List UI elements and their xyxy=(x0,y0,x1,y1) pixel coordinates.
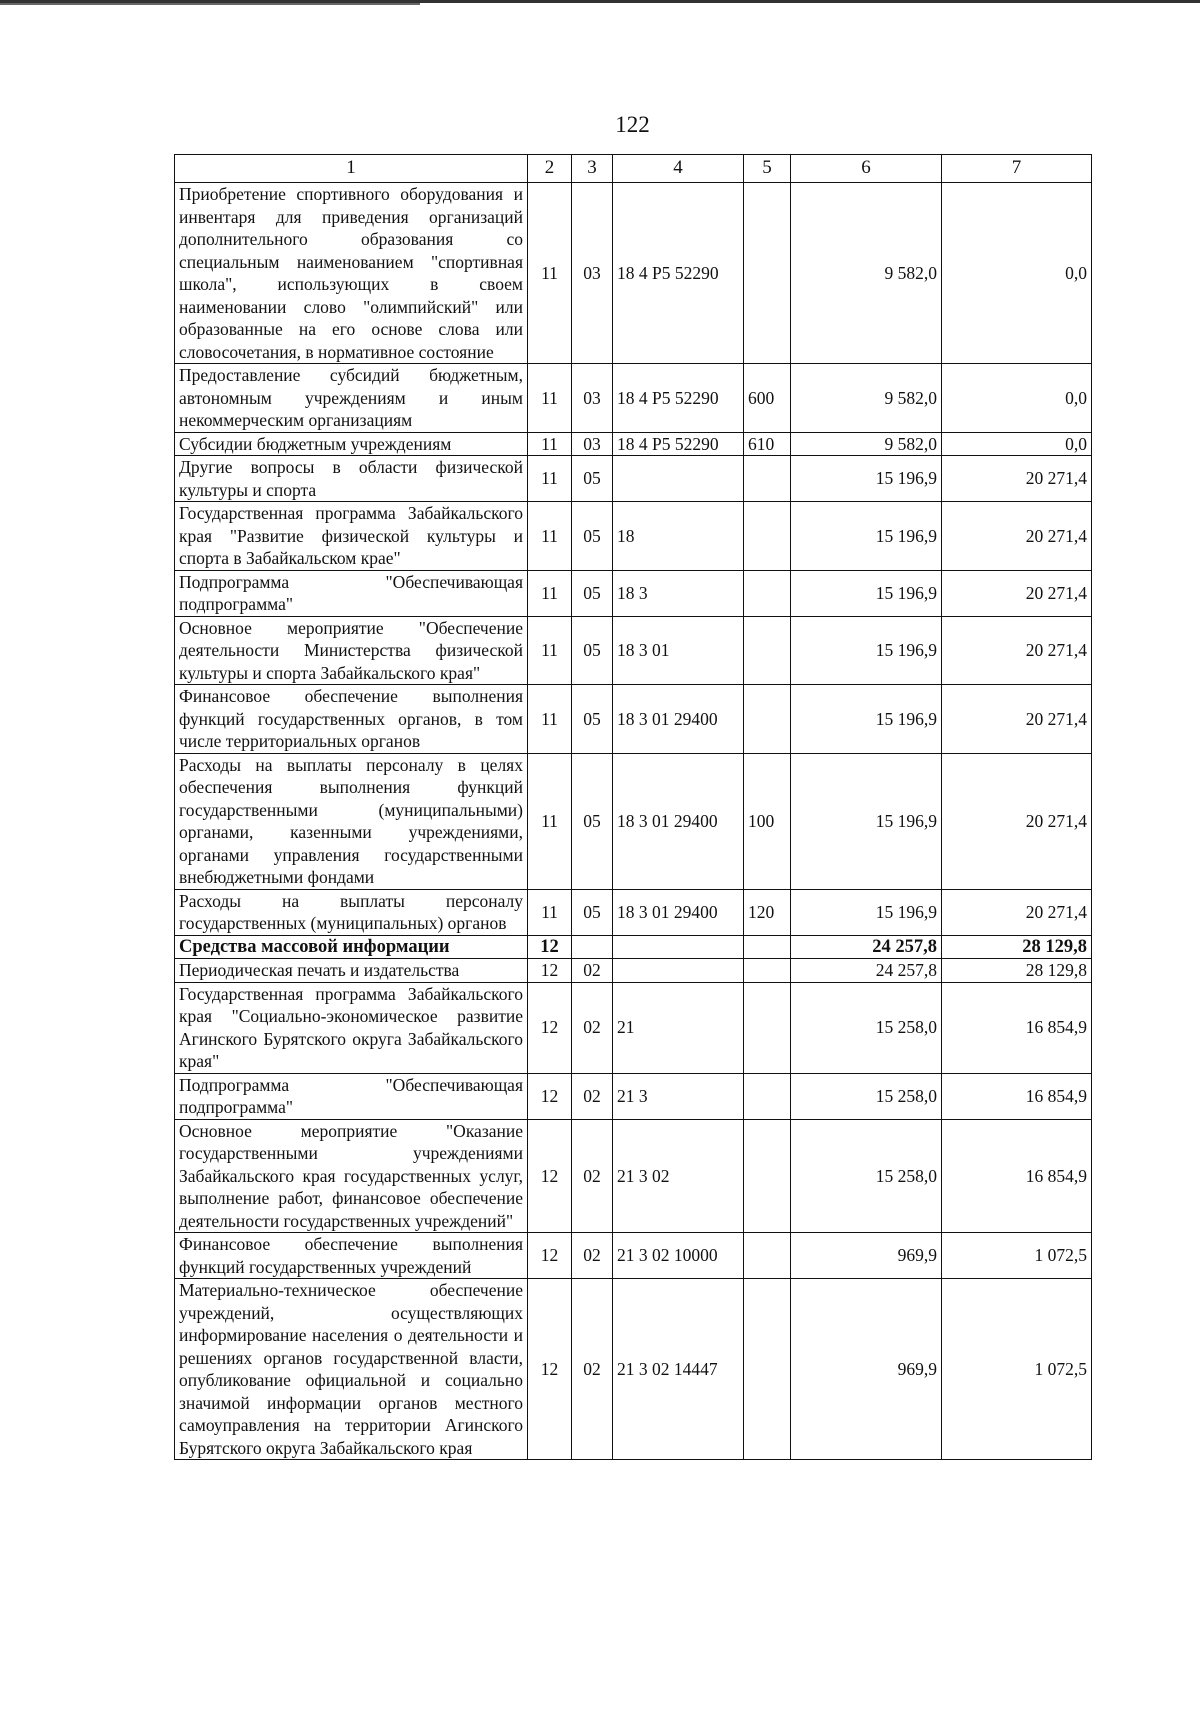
subsection-code-cell: 05 xyxy=(572,753,613,889)
subsection-code-cell: 05 xyxy=(572,685,613,754)
amount-year2-cell: 20 271,4 xyxy=(942,502,1092,571)
subsection-code-cell: 05 xyxy=(572,616,613,685)
expense-type-cell xyxy=(744,685,791,754)
expense-type-cell: 600 xyxy=(744,364,791,433)
section-code-cell: 11 xyxy=(528,183,572,364)
expense-type-cell xyxy=(744,1279,791,1460)
table-row xyxy=(175,432,1092,456)
expense-type-cell xyxy=(744,1073,791,1119)
amount-year2-cell: 28 129,8 xyxy=(942,935,1092,959)
subsection-code-cell xyxy=(572,935,613,959)
amount-year2-cell: 20 271,4 xyxy=(942,616,1092,685)
expense-type-cell xyxy=(744,456,791,502)
subsection-code-cell: 05 xyxy=(572,502,613,571)
amount-year1-cell: 15 258,0 xyxy=(791,1073,942,1119)
table-row xyxy=(175,183,1092,364)
section-code-cell: 11 xyxy=(528,364,572,433)
section-code-cell: 12 xyxy=(528,935,572,959)
amount-year1-cell: 24 257,8 xyxy=(791,959,942,983)
section-code-cell: 12 xyxy=(528,1279,572,1460)
amount-year1-cell: 15 196,9 xyxy=(791,753,942,889)
section-code-cell: 11 xyxy=(528,570,572,616)
target-code-cell xyxy=(613,959,744,983)
subsection-code-cell: 05 xyxy=(572,456,613,502)
target-code-cell: 18 4 P5 52290 xyxy=(613,432,744,456)
subsection-code-cell: 02 xyxy=(572,1073,613,1119)
target-code-cell: 21 3 xyxy=(613,1073,744,1119)
table-row xyxy=(175,502,1092,571)
expense-type-cell xyxy=(744,616,791,685)
target-code-cell: 21 3 02 xyxy=(613,1119,744,1233)
table-row xyxy=(175,570,1092,616)
expense-type-cell: 120 xyxy=(744,889,791,935)
target-code-cell: 18 xyxy=(613,502,744,571)
target-code-cell xyxy=(613,456,744,502)
table-row xyxy=(175,1073,1092,1119)
amount-year1-cell: 15 196,9 xyxy=(791,685,942,754)
amount-year1-cell: 15 196,9 xyxy=(791,616,942,685)
amount-year2-cell: 20 271,4 xyxy=(942,685,1092,754)
header-cell-3: 3 xyxy=(572,155,613,183)
section-code-cell: 12 xyxy=(528,982,572,1073)
amount-year1-cell: 24 257,8 xyxy=(791,935,942,959)
amount-year2-cell: 20 271,4 xyxy=(942,889,1092,935)
section-code-cell: 12 xyxy=(528,959,572,983)
amount-year2-cell: 20 271,4 xyxy=(942,456,1092,502)
row-name-cell: Подпрограмма "Обеспечивающая подпрограмма" xyxy=(175,570,528,616)
expense-type-cell xyxy=(744,502,791,571)
subsection-code-cell: 05 xyxy=(572,570,613,616)
expense-type-cell: 100 xyxy=(744,753,791,889)
header-cell-1: 1 xyxy=(175,155,528,183)
target-code-cell: 18 3 01 29400 xyxy=(613,753,744,889)
row-name-cell: Финансовое обеспечение выполнения функций государственных органов, в том числе территориальных органов xyxy=(175,685,528,754)
row-name-cell: Приобретение спортивного оборудования и инвентаря для приведения организаций дополнительного образования со специальным наименованием "спортивная школа", использующих в своем наименовании слово "олимпийский" или образованные на его основе слова или словосочетания, в нормативное состояние xyxy=(175,183,528,364)
expense-type-cell xyxy=(744,935,791,959)
expense-type-cell xyxy=(744,1233,791,1279)
budget-table xyxy=(174,154,1092,1460)
table-row xyxy=(175,616,1092,685)
table-row xyxy=(175,753,1092,889)
section-code-cell: 12 xyxy=(528,1233,572,1279)
subsection-code-cell: 02 xyxy=(572,1233,613,1279)
amount-year1-cell: 15 196,9 xyxy=(791,502,942,571)
amount-year1-cell: 969,9 xyxy=(791,1233,942,1279)
amount-year1-cell: 9 582,0 xyxy=(791,432,942,456)
page-number: 122 xyxy=(615,112,650,137)
target-code-cell: 21 xyxy=(613,982,744,1073)
table-row xyxy=(175,889,1092,935)
table-row xyxy=(175,685,1092,754)
row-name-cell: Основное мероприятие "Обеспечение деятельности Министерства физической культуры и спорта Забайкальского края" xyxy=(175,616,528,685)
budget-table-container xyxy=(174,154,1091,1460)
amount-year2-cell: 0,0 xyxy=(942,432,1092,456)
target-code-cell: 18 4 P5 52290 xyxy=(613,364,744,433)
amount-year2-cell: 16 854,9 xyxy=(942,1073,1092,1119)
row-name-cell: Расходы на выплаты персоналу государственных (муниципальных) органов xyxy=(175,889,528,935)
subsection-code-cell: 02 xyxy=(572,1279,613,1460)
subsection-code-cell: 03 xyxy=(572,183,613,364)
row-name-cell: Подпрограмма "Обеспечивающая подпрограмма" xyxy=(175,1073,528,1119)
amount-year1-cell: 15 258,0 xyxy=(791,1119,942,1233)
table-row xyxy=(175,1233,1092,1279)
section-code-cell: 11 xyxy=(528,685,572,754)
header-cell-2: 2 xyxy=(528,155,572,183)
row-name-cell: Расходы на выплаты персоналу в целях обеспечения выполнения функций государственными (муниципальными) органами, казенными учреждениями, органами управления государственными внебюджетными фондами xyxy=(175,753,528,889)
table-row xyxy=(175,456,1092,502)
amount-year2-cell: 20 271,4 xyxy=(942,753,1092,889)
expense-type-cell: 610 xyxy=(744,432,791,456)
subsection-code-cell: 02 xyxy=(572,1119,613,1233)
section-code-cell: 11 xyxy=(528,753,572,889)
amount-year1-cell: 969,9 xyxy=(791,1279,942,1460)
amount-year2-cell: 16 854,9 xyxy=(942,1119,1092,1233)
amount-year2-cell: 28 129,8 xyxy=(942,959,1092,983)
header-cell-6: 6 xyxy=(791,155,942,183)
target-code-cell: 18 3 01 xyxy=(613,616,744,685)
expense-type-cell xyxy=(744,1119,791,1233)
target-code-cell: 18 4 P5 52290 xyxy=(613,183,744,364)
expense-type-cell xyxy=(744,183,791,364)
expense-type-cell xyxy=(744,982,791,1073)
subsection-code-cell: 03 xyxy=(572,432,613,456)
expense-type-cell xyxy=(744,959,791,983)
row-name-cell: Периодическая печать и издательства xyxy=(175,959,528,983)
section-code-cell: 11 xyxy=(528,616,572,685)
section-code-cell: 11 xyxy=(528,432,572,456)
row-name-cell: Государственная программа Забайкальского края "Социально-экономическое развитие Агинского Бурятского округа Забайкальского края" xyxy=(175,982,528,1073)
target-code-cell: 21 3 02 10000 xyxy=(613,1233,744,1279)
table-row xyxy=(175,935,1092,959)
section-code-cell: 11 xyxy=(528,456,572,502)
header-row xyxy=(175,155,1092,183)
amount-year1-cell: 15 196,9 xyxy=(791,889,942,935)
table-row xyxy=(175,364,1092,433)
row-name-cell: Другие вопросы в области физической культуры и спорта xyxy=(175,456,528,502)
row-name-cell: Финансовое обеспечение выполнения функций государственных учреждений xyxy=(175,1233,528,1279)
header-cell-5: 5 xyxy=(744,155,791,183)
target-code-cell: 21 3 02 14447 xyxy=(613,1279,744,1460)
amount-year2-cell: 1 072,5 xyxy=(942,1279,1092,1460)
row-name-cell: Государственная программа Забайкальского края "Развитие физической культуры и спорта в Забайкальском крае" xyxy=(175,502,528,571)
amount-year1-cell: 9 582,0 xyxy=(791,183,942,364)
subsection-code-cell: 02 xyxy=(572,959,613,983)
amount-year2-cell: 0,0 xyxy=(942,183,1092,364)
target-code-cell xyxy=(613,935,744,959)
amount-year2-cell: 0,0 xyxy=(942,364,1092,433)
table-row xyxy=(175,959,1092,983)
target-code-cell: 18 3 01 29400 xyxy=(613,685,744,754)
table-row xyxy=(175,1119,1092,1233)
section-code-cell: 12 xyxy=(528,1119,572,1233)
row-name-cell: Материально-техническое обеспечение учреждений, осуществляющих информирование населения о деятельности и решениях органов государственной власти, опубликование официальной и социально значимой информации органов местного самоуправления на территории Агинского Бурятского округа Забайкальского края xyxy=(175,1279,528,1460)
section-code-cell: 11 xyxy=(528,889,572,935)
target-code-cell: 18 3 01 29400 xyxy=(613,889,744,935)
row-name-cell: Субсидии бюджетным учреждениям xyxy=(175,432,528,456)
header-cell-4: 4 xyxy=(613,155,744,183)
table-body xyxy=(175,183,1092,1460)
amount-year2-cell: 20 271,4 xyxy=(942,570,1092,616)
scan-edge-line-secondary xyxy=(0,3,420,5)
amount-year1-cell: 15 196,9 xyxy=(791,570,942,616)
subsection-code-cell: 02 xyxy=(572,982,613,1073)
row-name-cell: Основное мероприятие "Оказание государственными учреждениями Забайкальского края государственных услуг, выполнение работ, финансовое обеспечение деятельности государственных учреждений" xyxy=(175,1119,528,1233)
section-code-cell: 12 xyxy=(528,1073,572,1119)
amount-year2-cell: 1 072,5 xyxy=(942,1233,1092,1279)
subsection-code-cell: 03 xyxy=(572,364,613,433)
section-code-cell: 11 xyxy=(528,502,572,571)
expense-type-cell xyxy=(744,570,791,616)
amount-year2-cell: 16 854,9 xyxy=(942,982,1092,1073)
target-code-cell: 18 3 xyxy=(613,570,744,616)
header-cell-7: 7 xyxy=(942,155,1092,183)
table-row xyxy=(175,1279,1092,1460)
amount-year1-cell: 9 582,0 xyxy=(791,364,942,433)
amount-year1-cell: 15 196,9 xyxy=(791,456,942,502)
subsection-code-cell: 05 xyxy=(572,889,613,935)
row-name-cell: Средства массовой информации xyxy=(175,935,528,959)
table-row xyxy=(175,982,1092,1073)
row-name-cell: Предоставление субсидий бюджетным, автономным учреждениям и иным некоммерческим организациям xyxy=(175,364,528,433)
amount-year1-cell: 15 258,0 xyxy=(791,982,942,1073)
